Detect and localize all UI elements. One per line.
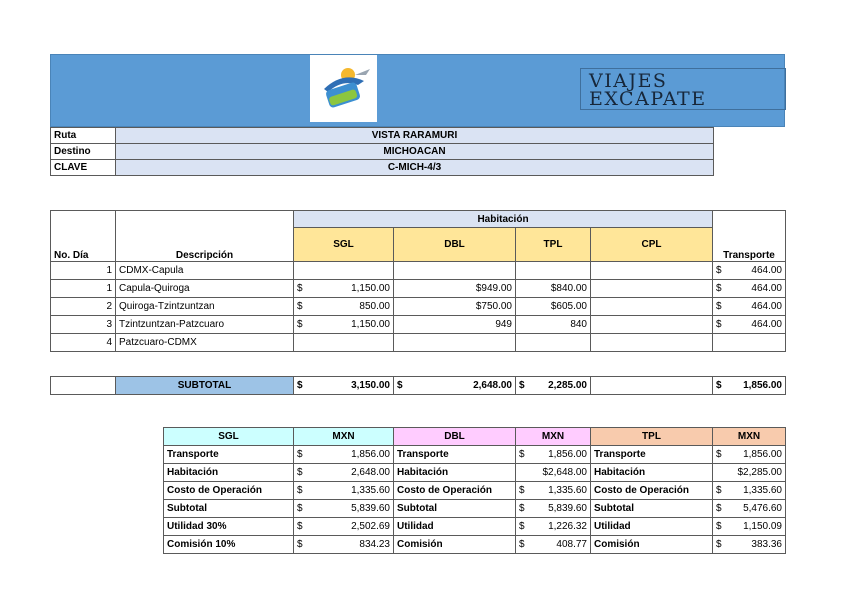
info-row — [51, 144, 714, 160]
currency-symbol: $ — [297, 467, 303, 478]
tpl-cell: $840.00 — [516, 280, 591, 298]
currency-symbol: $ — [716, 521, 722, 532]
sgl-label: Costo de Operación — [164, 482, 294, 500]
sgl-amount — [294, 446, 394, 464]
table-row — [51, 298, 786, 316]
sgl-label: Utilidad 30% — [164, 518, 294, 536]
col-cpl-header: CPL — [591, 228, 713, 262]
transporte-cell — [713, 334, 786, 352]
tpl-label: Costo de Operación — [591, 482, 713, 500]
tpl-cell: 840 — [516, 316, 591, 334]
table-row — [164, 464, 786, 482]
brand-line-1: VIAJES — [589, 70, 668, 92]
dbl-amount-value: 1,226.32 — [548, 521, 587, 532]
tpl-amount-value: 1,856.00 — [743, 449, 782, 460]
sgl-cell — [294, 334, 394, 352]
sgl-value: 1,150.00 — [351, 283, 390, 294]
sgl-value: 1,150.00 — [351, 319, 390, 330]
sgl-label: Transporte — [164, 446, 294, 464]
dbl-label: Costo de Operación — [394, 482, 516, 500]
transporte-value: 464.00 — [751, 265, 782, 276]
dbl-amount — [516, 518, 591, 536]
desc-cell: Quiroga-Tzintzuntzan — [116, 298, 294, 316]
transporte-value: 464.00 — [751, 301, 782, 312]
tpl-amount — [713, 464, 786, 482]
dbl-label: Transporte — [394, 446, 516, 464]
itinerary-header-top — [51, 211, 786, 228]
transporte-cell — [713, 262, 786, 280]
currency-symbol: $ — [297, 449, 303, 460]
summary-dbl-header: DBL — [394, 428, 516, 446]
tpl-label: Habitación — [591, 464, 713, 482]
suitcase-plane-icon — [310, 55, 377, 122]
currency-symbol: $ — [397, 380, 403, 391]
summary-tpl-mxn-header: MXN — [713, 428, 786, 446]
cpl-cell — [591, 298, 713, 316]
table-row — [51, 280, 786, 298]
currency-symbol: $ — [716, 503, 722, 514]
currency-symbol: $ — [519, 503, 525, 514]
tpl-cell — [516, 262, 591, 280]
brand-line-2: EXCAPATE — [589, 88, 707, 110]
currency-symbol: $ — [297, 485, 303, 496]
tpl-amount-value: 1,150.09 — [743, 521, 782, 532]
subtotal-transporte — [713, 377, 786, 395]
subtotal-label: SUBTOTAL — [116, 377, 294, 395]
info-row — [51, 128, 714, 144]
tpl-amount-value: 383.36 — [751, 539, 782, 550]
dia-cell: 4 — [51, 334, 116, 352]
summary-tpl-header: TPL — [591, 428, 713, 446]
transporte-value: 464.00 — [751, 283, 782, 294]
subtotal-sgl — [294, 377, 394, 395]
cpl-cell — [591, 280, 713, 298]
transporte-cell — [713, 316, 786, 334]
desc-cell: CDMX-Capula — [116, 262, 294, 280]
table-row — [164, 518, 786, 536]
dbl-amount — [516, 464, 591, 482]
sgl-cell — [294, 262, 394, 280]
subtotal-row — [51, 377, 786, 395]
subtotal-dbl — [394, 377, 516, 395]
tpl-amount — [713, 536, 786, 554]
tpl-amount-value: $2,285.00 — [737, 467, 782, 478]
subtotal-tpl — [516, 377, 591, 395]
sgl-amount — [294, 500, 394, 518]
info-table — [50, 127, 714, 176]
subtotal-cpl — [591, 377, 713, 395]
currency-symbol: $ — [716, 265, 722, 276]
dbl-label: Utilidad — [394, 518, 516, 536]
col-transporte-header: Transporte — [713, 211, 786, 262]
subtotal-dbl-value: 2,648.00 — [473, 380, 512, 391]
subtotal-sgl-value: 3,150.00 — [351, 380, 390, 391]
currency-symbol: $ — [716, 539, 722, 550]
transporte-value: 464.00 — [751, 319, 782, 330]
info-label: Destino — [51, 144, 116, 160]
currency-symbol: $ — [519, 539, 525, 550]
subtotal-tpl-value: 2,285.00 — [548, 380, 587, 391]
summary-dbl-mxn-header: MXN — [516, 428, 591, 446]
dbl-amount — [516, 482, 591, 500]
currency-symbol: $ — [297, 283, 303, 294]
tpl-amount — [713, 500, 786, 518]
dbl-amount — [516, 500, 591, 518]
table-row — [164, 536, 786, 554]
sgl-amount — [294, 518, 394, 536]
dia-cell: 1 — [51, 262, 116, 280]
tpl-label: Comisión — [591, 536, 713, 554]
dbl-cell: $949.00 — [394, 280, 516, 298]
dbl-amount-value: 1,856.00 — [548, 449, 587, 460]
table-row — [164, 446, 786, 464]
table-row — [164, 482, 786, 500]
tpl-amount — [713, 518, 786, 536]
col-desc-header: Descripción — [116, 211, 294, 262]
info-row — [51, 160, 714, 176]
info-value: MICHOACAN — [116, 144, 714, 160]
sgl-amount-value: 1,856.00 — [351, 449, 390, 460]
dbl-cell: $750.00 — [394, 298, 516, 316]
sgl-amount-value: 2,648.00 — [351, 467, 390, 478]
col-dbl-header: DBL — [394, 228, 516, 262]
currency-symbol: $ — [519, 521, 525, 532]
desc-cell: Patzcuaro-CDMX — [116, 334, 294, 352]
col-tpl-header: TPL — [516, 228, 591, 262]
empty-cell — [51, 377, 116, 395]
company-logo — [310, 55, 377, 122]
tpl-amount-value: 1,335.60 — [743, 485, 782, 496]
transporte-cell — [713, 298, 786, 316]
currency-symbol: $ — [716, 485, 722, 496]
transporte-cell — [713, 280, 786, 298]
dia-cell: 1 — [51, 280, 116, 298]
sgl-cell — [294, 316, 394, 334]
info-label: CLAVE — [51, 160, 116, 176]
col-sgl-header: SGL — [294, 228, 394, 262]
dbl-cell — [394, 262, 516, 280]
currency-symbol: $ — [297, 521, 303, 532]
dbl-label: Comisión — [394, 536, 516, 554]
sgl-label: Habitación — [164, 464, 294, 482]
brand-name — [580, 68, 786, 110]
sgl-amount — [294, 536, 394, 554]
subtotal-table — [50, 376, 786, 395]
summary-sgl-mxn-header: MXN — [294, 428, 394, 446]
currency-symbol: $ — [716, 449, 722, 460]
dia-cell: 2 — [51, 298, 116, 316]
tpl-label: Subtotal — [591, 500, 713, 518]
desc-cell: Tzintzuntzan-Patzcuaro — [116, 316, 294, 334]
dbl-cell — [394, 334, 516, 352]
sgl-value: 850.00 — [359, 301, 390, 312]
table-row — [164, 500, 786, 518]
dbl-label: Subtotal — [394, 500, 516, 518]
tpl-amount — [713, 446, 786, 464]
sgl-amount-value: 2,502.69 — [351, 521, 390, 532]
tpl-label: Transporte — [591, 446, 713, 464]
sgl-amount-value: 834.23 — [359, 539, 390, 550]
tpl-label: Utilidad — [591, 518, 713, 536]
sgl-cell — [294, 280, 394, 298]
currency-symbol: $ — [716, 380, 722, 391]
dbl-amount — [516, 446, 591, 464]
dbl-amount-value: $2,648.00 — [542, 467, 587, 478]
subtotal-transporte-value: 1,856.00 — [743, 380, 782, 391]
sgl-amount — [294, 464, 394, 482]
dbl-amount-value: 408.77 — [556, 539, 587, 550]
dbl-cell: 949 — [394, 316, 516, 334]
summary-sgl-header: SGL — [164, 428, 294, 446]
sgl-amount — [294, 482, 394, 500]
info-value: VISTA RARAMURI — [116, 128, 714, 144]
currency-symbol: $ — [297, 503, 303, 514]
currency-symbol: $ — [519, 449, 525, 460]
sgl-amount-value: 5,839.60 — [351, 503, 390, 514]
col-dia-header: No. Día — [51, 211, 116, 262]
sgl-label: Comisión 10% — [164, 536, 294, 554]
tpl-amount-value: 5,476.60 — [743, 503, 782, 514]
dbl-amount-value: 1,335.60 — [548, 485, 587, 496]
currency-symbol: $ — [716, 283, 722, 294]
info-label: Ruta — [51, 128, 116, 144]
cpl-cell — [591, 262, 713, 280]
sgl-cell — [294, 298, 394, 316]
habitacion-header: Habitación — [294, 211, 713, 228]
desc-cell: Capula-Quiroga — [116, 280, 294, 298]
tpl-amount — [713, 482, 786, 500]
table-row — [51, 262, 786, 280]
cpl-cell — [591, 334, 713, 352]
dbl-amount — [516, 536, 591, 554]
dbl-label: Habitación — [394, 464, 516, 482]
tpl-cell: $605.00 — [516, 298, 591, 316]
summary-header-row — [164, 428, 786, 446]
table-row — [51, 334, 786, 352]
summary-table — [163, 427, 786, 554]
currency-symbol: $ — [297, 301, 303, 312]
currency-symbol: $ — [519, 380, 525, 391]
tpl-cell — [516, 334, 591, 352]
currency-symbol: $ — [297, 319, 303, 330]
dbl-amount-value: 5,839.60 — [548, 503, 587, 514]
sgl-label: Subtotal — [164, 500, 294, 518]
currency-symbol: $ — [519, 485, 525, 496]
table-row — [51, 316, 786, 334]
currency-symbol: $ — [716, 301, 722, 312]
currency-symbol: $ — [297, 539, 303, 550]
cpl-cell — [591, 316, 713, 334]
itinerary-table — [50, 210, 786, 352]
currency-symbol: $ — [716, 319, 722, 330]
info-value: C-MICH-4/3 — [116, 160, 714, 176]
sgl-amount-value: 1,335.60 — [351, 485, 390, 496]
dia-cell: 3 — [51, 316, 116, 334]
currency-symbol: $ — [297, 380, 303, 391]
